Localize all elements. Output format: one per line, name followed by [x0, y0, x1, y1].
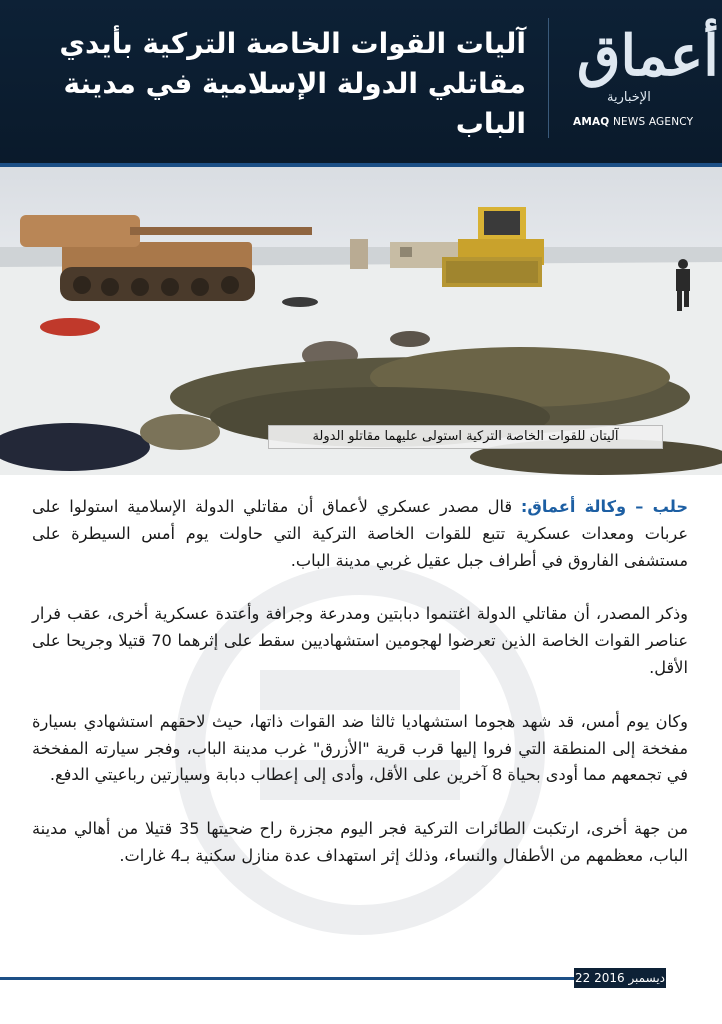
paragraph-2: وذكر المصدر، أن مقاتلي الدولة اغتنموا دبابتين ومدرعة وجرافة وأعتدة عسكرية أخرى، عقب فرار عناصر القوات الخاصة الذين تعرضوا لهجومين استشهاديين سقط على إثرهما 70 قتيلا وجريحا على الأقل. — [32, 604, 688, 677]
logo-arabic-text: أعماق — [577, 23, 719, 89]
article-body — [32, 494, 688, 897]
logo-english-rest: NEWS AGENCY — [609, 116, 694, 128]
date-badge: 22 ديسمبر 2016 — [574, 968, 666, 988]
paragraph-1 — [32, 494, 688, 574]
paragraph-3: وكان يوم أمس، قد شهد هجوما استشهاديا ثالثا ضد القوات ذاتها، حيث لاحقهم استشهادي بسيارة مفخخة إلى المنطقة التي فروا إليها قرب قرية "الأزرق" غرب مدينة الباب، وفجر سيارته المفخخة في تجمعهم مما أودى بحياة 8 آخرين على الأقل، وأدى إلى إعطاب دبابة وسيارتين رباعيتي الدفع. — [32, 711, 688, 785]
dateline: حلب – وكالة أعماق: — [520, 497, 689, 516]
footer-divider — [0, 977, 574, 980]
logo-english — [573, 116, 693, 128]
amaq-logo — [548, 18, 719, 138]
logo-subtitle: الإخبارية — [607, 90, 651, 105]
paragraph-1-text: قال مصدر عسكري لأعماق أن مقاتلي الدولة الإسلامية استولوا على عربات ومعدات عسكرية تتبع للقوات الخاصة التركية التي حاولت يوم أمس السيطرة على مستشفى الفاروق في أطراف جبل عقيل غربي مدينة الباب. — [32, 497, 688, 570]
paragraph-4: من جهة أخرى، ارتكبت الطائرات التركية فجر اليوم مجزرة راح ضحيتها 35 قتيلا من أهالي مدينة الباب، معظمهم من الأطفال والنساء، وذلك إثر استهداف عدة منازل سكنية بـ4 غارات. — [32, 819, 688, 865]
photo-caption: آليتان للقوات الخاصة التركية استولى عليهما مقاتلو الدولة — [268, 425, 663, 449]
header-banner — [0, 0, 722, 167]
headline: آليات القوات الخاصة التركية بأيدي مقاتلي الدولة الإسلامية في مدينة الباب — [59, 27, 526, 140]
news-photo — [0, 167, 722, 475]
logo-english-bold: AMAQ — [573, 116, 610, 128]
